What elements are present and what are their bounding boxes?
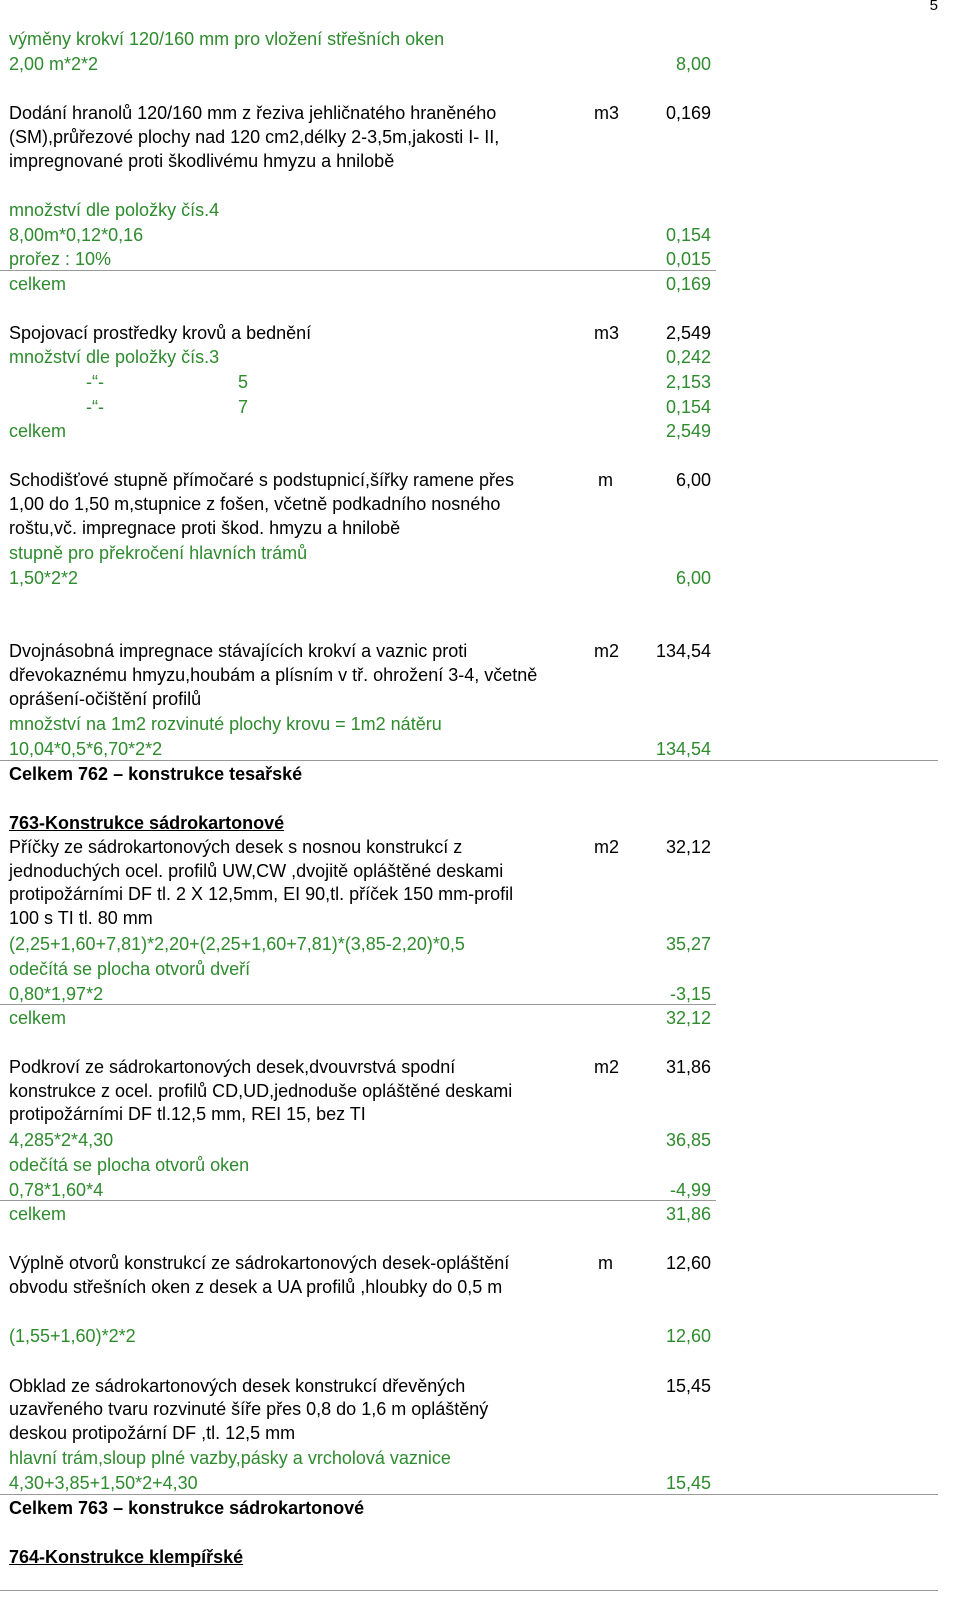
text-line: protipožárními DF tl.12,5 mm, REI 15, bez TI [9, 1104, 366, 1124]
unit-cell: m3 [594, 103, 620, 123]
text-line: 0,80*1,97*2 [9, 984, 104, 1004]
text-line: celkem [9, 1008, 67, 1028]
text-line: Dodání hranolů 120/160 mm z řeziva jehličnatého hraněného [9, 103, 497, 123]
text-line: stupně pro překročení hlavních trámů [9, 543, 308, 563]
quantity-cell: 36,85 [665, 1130, 711, 1150]
quantity-cell: 2,549 [665, 323, 711, 343]
text-line: prořez : 10% [9, 249, 112, 269]
text-line: celkem [9, 421, 67, 441]
unit-cell: m [598, 470, 613, 490]
text-line: konstrukce z ocel. profilů CD,UD,jednoduše opláštěné deskami [9, 1081, 513, 1101]
text-line: celkem [9, 274, 67, 294]
text-line: celkem [9, 1204, 67, 1224]
text-line: 5 [238, 372, 249, 392]
quantity-cell: 32,12 [665, 837, 711, 857]
quantity-cell: 35,27 [665, 934, 711, 954]
text-line: jednoduchých ocel. profilů UW,CW ,dvojitě opláštěné deskami [9, 861, 504, 881]
separator-line [0, 270, 716, 271]
quantity-cell: 6,00 [675, 568, 711, 588]
quantity-cell: 2,153 [665, 372, 711, 392]
quantity-cell: 0,154 [665, 225, 711, 245]
quantity-cell: 31,86 [665, 1204, 711, 1224]
quantity-cell: 2,549 [665, 421, 711, 441]
text-line: roštu,vč. impregnace proti škod. hmyzu a hnilobě [9, 518, 401, 538]
unit-cell: m3 [594, 323, 620, 343]
text-line: Spojovací prostředky krovů a bednění [9, 323, 312, 343]
quantity-cell: 12,60 [665, 1326, 711, 1346]
text-line: množství dle položky čís.4 [9, 200, 220, 220]
unit-cell: m2 [594, 1057, 620, 1077]
text-line: Obklad ze sádrokartonových desek konstrukcí dřevěných [9, 1376, 466, 1396]
text-line: (2,25+1,60+7,81)*2,20+(2,25+1,60+7,81)*(3,85-2,20)*0,5 [9, 934, 465, 954]
text-line: Celkem 763 – konstrukce sádrokartonové [9, 1498, 365, 1518]
text-line: (1,55+1,60)*2*2 [9, 1326, 136, 1346]
quantity-cell: 0,015 [665, 249, 711, 269]
quantity-cell: 15,45 [665, 1473, 711, 1493]
separator-line [0, 1590, 938, 1591]
quantity-cell: -4,99 [669, 1180, 711, 1200]
quantity-cell: 134,54 [655, 739, 711, 759]
text-line: 4,285*2*4,30 [9, 1130, 114, 1150]
text-line: množství dle položky čís.3 [9, 347, 220, 367]
text-line: 0,78*1,60*4 [9, 1180, 104, 1200]
text-line: 1,00 do 1,50 m,stupnice z fošen, včetně podkadního nosného [9, 494, 501, 514]
quantity-cell: 0,169 [665, 103, 711, 123]
text-line: 2,00 m*2*2 [9, 54, 99, 74]
text-line: Celkem 762 – konstrukce tesařské [9, 764, 303, 784]
quantity-cell: 6,00 [675, 470, 711, 490]
text-line: (SM),průřezové plochy nad 120 cm2,délky 2-3,5m,jakosti I- II, [9, 127, 500, 147]
separator-line [0, 1004, 716, 1005]
text-line: 1,50*2*2 [9, 568, 79, 588]
text-line: odečítá se plocha otvorů oken [9, 1155, 250, 1175]
separator-line [0, 760, 938, 761]
quantity-cell: 134,54 [655, 641, 711, 661]
quantity-cell: 8,00 [675, 54, 711, 74]
unit-cell: m [598, 1253, 613, 1273]
page-number: 5 [929, 0, 938, 14]
text-line: dřevokaznému hmyzu,houbám a plísním v tř. ohrožení 3-4, včetně [9, 665, 538, 685]
text-line: Podkroví ze sádrokartonových desek,dvouvrstvá spodní [9, 1057, 456, 1077]
separator-line [0, 1494, 938, 1495]
text-line: Schodišťové stupně přímočaré s podstupnicí,šířky ramene přes [9, 470, 514, 490]
separator-line [0, 1200, 716, 1201]
text-line: hlavní trám,sloup plné vazby,pásky a vrcholová vaznice [9, 1448, 451, 1468]
text-line: Dvojnásobná impregnace stávajících krokví a vaznic proti [9, 641, 468, 661]
text-line: deskou protipožární DF ,tl. 12,5 mm [9, 1423, 296, 1443]
text-line: Výplně otvorů konstrukcí ze sádrokartonových desek-opláštění [9, 1253, 510, 1273]
quantity-cell: 15,45 [665, 1376, 711, 1396]
quantity-cell: 0,154 [665, 397, 711, 417]
quantity-cell: 0,169 [665, 274, 711, 294]
text-line: 763-Konstrukce sádrokartonové [9, 813, 285, 833]
text-line: impregnované proti škodlivému hmyzu a hnilobě [9, 151, 395, 171]
quantity-cell: 0,242 [665, 347, 711, 367]
text-line: množství na 1m2 rozvinuté plochy krovu = 1m2 nátěru [9, 714, 442, 734]
text-line: obvodu střešních oken z desek a UA profilů ,hloubky do 0,5 m [9, 1277, 503, 1297]
text-line: 8,00m*0,12*0,16 [9, 225, 144, 245]
quantity-cell: 32,12 [665, 1008, 711, 1028]
quantity-cell: 31,86 [665, 1057, 711, 1077]
text-line: protipožárními DF tl. 2 X 12,5mm, EI 90,tl. příček 150 mm-profil [9, 884, 514, 904]
quantity-cell: -3,15 [669, 984, 711, 1004]
text-line: -“- [86, 372, 104, 392]
text-line: 100 s TI tl. 80 mm [9, 908, 153, 928]
text-line: výměny krokví 120/160 mm pro vložení střešních oken [9, 29, 445, 49]
text-line: 4,30+3,85+1,50*2+4,30 [9, 1473, 198, 1493]
text-line: 764-Konstrukce klempířské [9, 1547, 244, 1567]
unit-cell: m2 [594, 837, 620, 857]
text-line: 7 [238, 397, 249, 417]
text-line: oprášení-očištění profilů [9, 689, 202, 709]
text-line: uzavřeného tvaru rozvinuté šíře přes 0,8 do 1,6 m opláštěný [9, 1399, 489, 1419]
text-line: -“- [86, 397, 104, 417]
text-line: 10,04*0,5*6,70*2*2 [9, 739, 163, 759]
quantity-cell: 12,60 [665, 1253, 711, 1273]
text-line: odečítá se plocha otvorů dveří [9, 959, 251, 979]
text-line: Příčky ze sádrokartonových desek s nosnou konstrukcí z [9, 837, 463, 857]
unit-cell: m2 [594, 641, 620, 661]
